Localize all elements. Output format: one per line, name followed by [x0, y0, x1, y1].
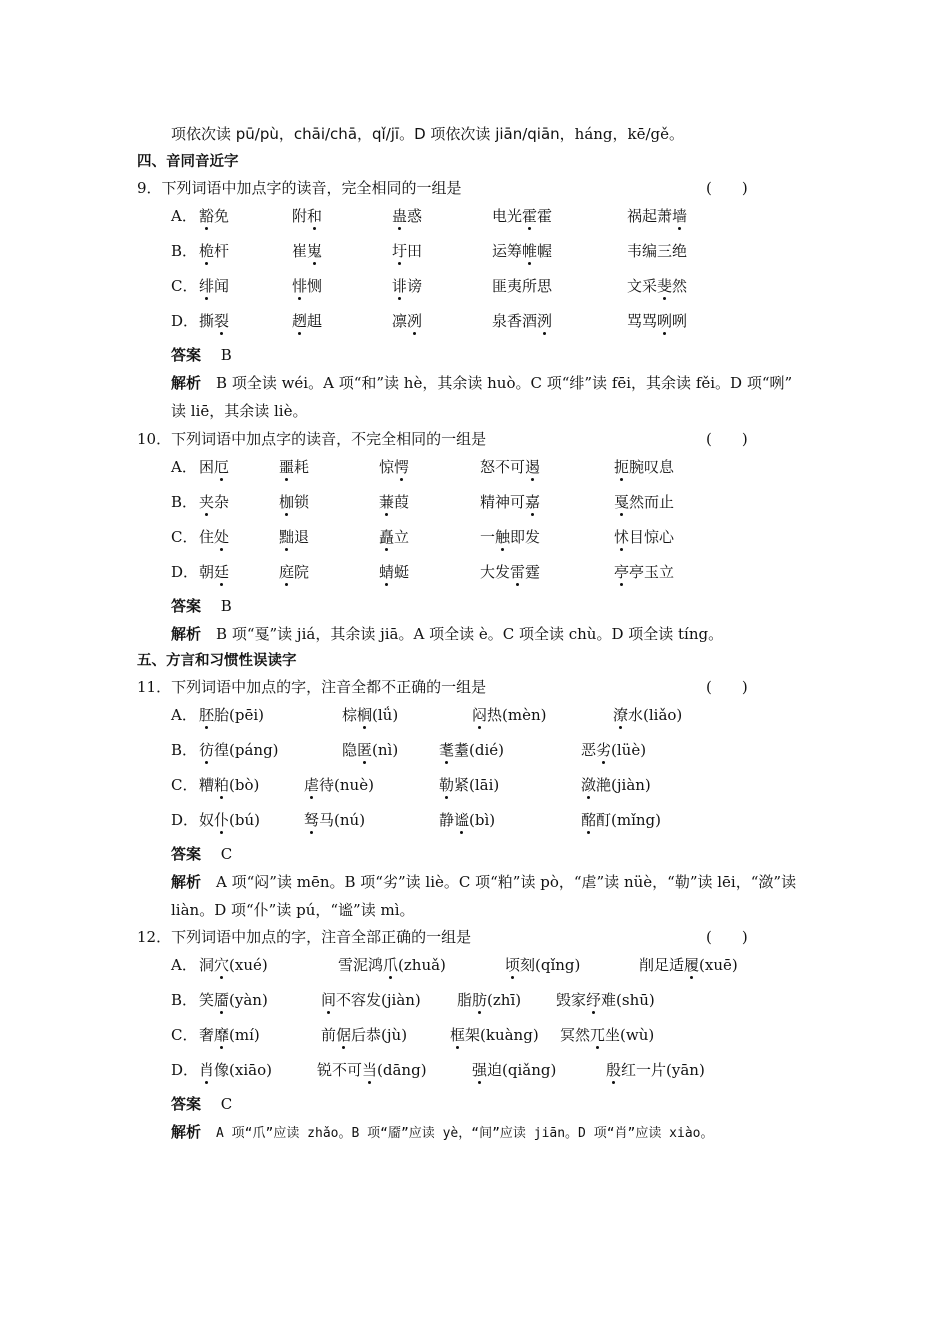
option-word — [614, 562, 674, 582]
option-word — [439, 775, 499, 795]
word-part: 田 — [407, 242, 423, 260]
dotted-char: 戛 — [614, 493, 630, 511]
word-part: 匪夷所思 — [492, 277, 553, 295]
dotted-char: 履 — [684, 956, 700, 974]
word-part: 刻(qǐng) — [520, 956, 581, 974]
dotted-char: 靥 — [214, 991, 230, 1009]
analysis-line: 解析 A 项“闷”读 mēn。B 项“劣”读 liè。C 项“粕”读 pò，“虐”读 nüè，“勒”读 lēi，“潋”读 — [171, 873, 797, 891]
word-part: (bì) — [469, 811, 496, 829]
dotted-char: 诽 — [392, 277, 408, 295]
answer-line: 答案 B — [171, 346, 232, 364]
option-word — [199, 311, 229, 331]
word-part: 亭玉立 — [629, 563, 675, 581]
dotted-char: 遏 — [525, 458, 541, 476]
word-part: 韦编三绝 — [627, 242, 688, 260]
word-part: 杂 — [214, 493, 230, 511]
section-heading: 五、方言和习惯性误读字 — [137, 653, 297, 669]
dotted-char: 斐 — [657, 277, 673, 295]
word-part: 前 — [321, 1026, 337, 1044]
option-word — [342, 705, 398, 725]
option-word — [614, 457, 674, 477]
option-word — [199, 492, 229, 512]
dotted-char: 厄 — [214, 458, 230, 476]
word-part: (yàn) — [229, 991, 268, 1009]
word-part: 然而止 — [629, 493, 675, 511]
continuation-line: 项依次读 pū/pù，chāi/chā，qǐ/jī。D 项依次读 jiān/qiān，háng，kē/gě。 — [171, 125, 685, 143]
dotted-char: 霍 — [522, 207, 538, 225]
option-word — [199, 241, 229, 261]
word-part: 滟(jiàn) — [596, 776, 651, 794]
dotted-char: 趔 — [292, 312, 308, 330]
analysis-line: 解析 B 项“戛”读 jiá，其余读 jiā。A 项全读 è。C 项全读 chù。D 项全读 tíng。 — [171, 625, 724, 643]
word-part: 奴 — [199, 811, 215, 829]
dotted-char: 夹 — [199, 493, 215, 511]
dotted-char: 帷 — [522, 242, 538, 260]
option-label: A． — [171, 207, 197, 225]
dotted-char: 处 — [214, 528, 230, 546]
dotted-char: 兀 — [590, 1026, 606, 1044]
option-word — [480, 527, 540, 547]
word-part: 糟 — [199, 776, 215, 794]
word-part: 迫(qiǎng) — [487, 1061, 557, 1079]
option-label: A． — [171, 706, 197, 724]
option-word — [292, 276, 322, 296]
option-label: A． — [171, 458, 197, 476]
word-part: 徨(páng) — [214, 741, 279, 759]
dotted-char: 雷 — [510, 563, 526, 581]
option-word — [292, 206, 322, 226]
dotted-char: 怵 — [614, 528, 630, 546]
word-part: (dāng) — [377, 1061, 427, 1079]
option-word — [279, 492, 309, 512]
option-word — [581, 810, 661, 830]
dotted-char: 框 — [450, 1026, 466, 1044]
option-word — [199, 457, 229, 477]
word-part: 雪泥鸿 — [338, 956, 384, 974]
word-part: 困 — [199, 458, 215, 476]
question-stem: 11．下列词语中加点的字，注音全都不正确的一组是 — [137, 678, 487, 696]
dotted-char: 扼 — [614, 458, 630, 476]
option-word — [472, 1060, 556, 1080]
word-part: 一 — [480, 528, 496, 546]
word-part: 文采 — [627, 277, 658, 295]
word-part: 精神可 — [480, 493, 526, 511]
word-part: 耋(dié) — [454, 741, 504, 759]
question-stem: 10．下列词语中加点字的读音，不完全相同的一组是 — [137, 430, 487, 448]
option-word — [505, 955, 580, 975]
option-word — [392, 206, 422, 226]
option-word — [472, 705, 546, 725]
word-part: 葭 — [394, 493, 410, 511]
word-part: 幄 — [537, 242, 553, 260]
word-part: (zhī) — [487, 991, 522, 1009]
option-word — [321, 1025, 407, 1045]
option-word — [304, 775, 374, 795]
word-part: 祸起萧 — [627, 207, 673, 225]
option-word — [342, 740, 398, 760]
dotted-char: 谧 — [454, 811, 470, 829]
dotted-char: 愕 — [394, 458, 410, 476]
dotted-char: 间 — [321, 991, 337, 1009]
option-label: D． — [171, 811, 199, 829]
option-word — [492, 206, 552, 226]
word-part: 架(kuàng) — [465, 1026, 539, 1044]
option-label: D． — [171, 312, 199, 330]
option-word — [613, 705, 682, 725]
word-part: 撕 — [199, 312, 215, 330]
option-word — [457, 990, 521, 1010]
word-part: (bò) — [229, 776, 260, 794]
word-part: 红一片(yān) — [621, 1061, 705, 1079]
option-word — [292, 311, 322, 331]
option-word — [581, 740, 646, 760]
question-stem: 9．下列词语中加点字的读音，完全相同的一组是 — [137, 179, 462, 197]
dotted-char: 洌 — [537, 312, 553, 330]
option-word — [480, 457, 540, 477]
word-part: 毁家 — [556, 991, 587, 1009]
word-part: 怒不可 — [480, 458, 526, 476]
word-part: 耗 — [294, 458, 310, 476]
option-word — [614, 492, 674, 512]
option-word — [560, 1025, 654, 1045]
dotted-char: 耄 — [439, 741, 455, 759]
dotted-char: 虐 — [304, 776, 320, 794]
word-part: 坐(wù) — [605, 1026, 655, 1044]
option-word — [199, 527, 229, 547]
dotted-char: 亭 — [614, 563, 630, 581]
option-word — [439, 740, 504, 760]
option-word — [279, 562, 309, 582]
dotted-char: 咧 — [657, 312, 673, 330]
word-part: 院 — [294, 563, 310, 581]
dotted-char: 胚 — [199, 706, 215, 724]
dotted-char: 驽 — [304, 811, 320, 829]
word-part: 闻 — [214, 277, 230, 295]
dotted-char: 强 — [472, 1061, 488, 1079]
dotted-char: 黜 — [279, 528, 295, 546]
dotted-char: 绯 — [199, 277, 215, 295]
dotted-char: 爪 — [383, 956, 399, 974]
option-word — [338, 955, 446, 975]
dotted-char: 当 — [362, 1061, 378, 1079]
dotted-char: 蒹 — [379, 493, 395, 511]
word-part: 大发 — [480, 563, 511, 581]
word-part: 马(nú) — [319, 811, 366, 829]
option-label: B． — [171, 741, 198, 759]
option-word — [321, 990, 421, 1010]
word-part: 削足适 — [639, 956, 685, 974]
dotted-char: 肪 — [472, 991, 488, 1009]
word-part: (lüè) — [611, 741, 647, 759]
word-part: (xuē) — [699, 956, 738, 974]
option-word — [392, 276, 422, 296]
dotted-char: 矗 — [379, 528, 395, 546]
dotted-char: 肖 — [199, 1061, 215, 1079]
word-part: 笑 — [199, 991, 215, 1009]
dotted-char: 庭 — [279, 563, 295, 581]
option-word — [581, 775, 651, 795]
option-word — [480, 492, 540, 512]
word-part: 谤 — [407, 277, 423, 295]
word-part: 运筹 — [492, 242, 523, 260]
option-word — [199, 740, 279, 760]
option-word — [392, 311, 422, 331]
word-part: 腕叹息 — [629, 458, 675, 476]
option-word — [556, 990, 655, 1010]
option-word — [439, 810, 495, 830]
word-part: (mí) — [229, 1026, 260, 1044]
dotted-char: 酩 — [581, 811, 597, 829]
option-word — [480, 562, 540, 582]
dotted-char: 触 — [495, 528, 511, 546]
answer-line: 答案 C — [171, 845, 233, 863]
dotted-char: 枷 — [279, 493, 295, 511]
dotted-char: 穴 — [214, 956, 230, 974]
word-part: 奢 — [199, 1026, 215, 1044]
dotted-char: 勒 — [439, 776, 455, 794]
analysis-line: 解析 A 项“爪”应读 zhǎo。B 项“靥”应读 yè，“间”应读 jiān。D 项“肖”应读 xiào。 — [171, 1123, 714, 1141]
option-word — [199, 1025, 260, 1045]
option-word — [379, 492, 409, 512]
dotted-char: 靡 — [214, 1026, 230, 1044]
dotted-char: 和 — [307, 207, 323, 225]
option-word — [199, 990, 268, 1010]
option-word — [199, 955, 268, 975]
word-part: 蜓 — [394, 563, 410, 581]
word-part: 即发 — [510, 528, 541, 546]
word-part: 热(mèn) — [487, 706, 547, 724]
analysis-line: liàn。D 项“仆”读 pú，“谧”读 mì。 — [171, 901, 415, 919]
option-word — [627, 206, 687, 226]
word-part: 待(nuè) — [319, 776, 374, 794]
option-word — [317, 1060, 427, 1080]
dotted-char: 廷 — [214, 563, 230, 581]
dotted-char: 桅 — [199, 242, 215, 260]
word-part: 后恭(jù) — [351, 1026, 408, 1044]
dotted-char: 劣 — [596, 741, 612, 759]
word-part: 崔 — [292, 242, 308, 260]
word-part: 住 — [199, 528, 215, 546]
word-part: 棕 — [342, 706, 358, 724]
analysis-line: 解析 B 项全读 wéi。A 项“和”读 hè，其余读 huò。C 项“绯”读 fēi，其余读 fěi。D 项“咧” — [171, 374, 793, 392]
answer-parentheses: ( ) — [706, 179, 748, 197]
word-part: 胎(pēi) — [214, 706, 264, 724]
option-label: A． — [171, 956, 197, 974]
dotted-char: 顷 — [505, 956, 521, 974]
dotted-char: 榈 — [357, 706, 373, 724]
dotted-char: 蜻 — [379, 563, 395, 581]
word-part: 骂骂 — [627, 312, 658, 330]
word-part: (zhuǎ) — [398, 956, 446, 974]
option-label: D． — [171, 563, 199, 581]
option-word — [606, 1060, 705, 1080]
word-part: 附 — [292, 207, 308, 225]
word-part: 像(xiāo) — [214, 1061, 272, 1079]
dotted-char: 悱 — [292, 277, 308, 295]
dotted-char: 纾 — [586, 991, 602, 1009]
word-part: 咧 — [672, 312, 688, 330]
option-word — [627, 241, 687, 261]
word-part: 退 — [294, 528, 310, 546]
option-word — [614, 527, 674, 547]
option-word — [492, 311, 552, 331]
option-word — [492, 241, 552, 261]
option-label: B． — [171, 242, 198, 260]
answer-line: 答案 B — [171, 597, 232, 615]
word-part: 电光 — [492, 207, 523, 225]
word-part: 不容发(jiàn) — [336, 991, 421, 1009]
word-part: 洞 — [199, 956, 215, 974]
option-label: C． — [171, 277, 198, 295]
word-part: 紧(lāi) — [454, 776, 500, 794]
section-heading: 四、音同音近字 — [137, 154, 239, 170]
word-part: 免 — [214, 207, 230, 225]
dotted-char: 殷 — [606, 1061, 622, 1079]
option-word — [639, 955, 738, 975]
dotted-char: 仆 — [214, 811, 230, 829]
word-part: (nì) — [372, 741, 399, 759]
word-part: (xué) — [229, 956, 268, 974]
option-label: C． — [171, 528, 198, 546]
word-part: 凛 — [392, 312, 408, 330]
dotted-char: 粕 — [214, 776, 230, 794]
dotted-char: 闷 — [472, 706, 488, 724]
answer-parentheses: ( ) — [706, 928, 748, 946]
word-part: (bú) — [229, 811, 260, 829]
word-part: 脂 — [457, 991, 473, 1009]
dotted-char: 蛊 — [392, 207, 408, 225]
word-part: 惑 — [407, 207, 423, 225]
analysis-line: 读 liē，其余读 liè。 — [171, 402, 308, 420]
option-word — [450, 1025, 539, 1045]
word-part: 酊(mǐng) — [596, 811, 662, 829]
word-part: 朝 — [199, 563, 215, 581]
word-part: 隐 — [342, 741, 358, 759]
word-part: (lǘ) — [372, 706, 399, 724]
word-part: 恻 — [307, 277, 323, 295]
option-word — [279, 527, 309, 547]
dotted-char: 墙 — [672, 207, 688, 225]
option-word — [379, 457, 409, 477]
word-part: 静 — [439, 811, 455, 829]
option-word — [304, 810, 365, 830]
option-label: C． — [171, 776, 198, 794]
option-word — [199, 562, 229, 582]
word-part: 杆 — [214, 242, 230, 260]
word-part: 冥然 — [560, 1026, 591, 1044]
option-label: D． — [171, 1061, 199, 1079]
option-word — [199, 206, 229, 226]
option-word — [392, 241, 422, 261]
dotted-char: 潦 — [613, 706, 629, 724]
answer-line: 答案 C — [171, 1095, 233, 1113]
option-word — [379, 562, 409, 582]
word-part: 然 — [672, 277, 688, 295]
dotted-char: 嘉 — [525, 493, 541, 511]
option-word — [627, 276, 687, 296]
dotted-char: 裂 — [214, 312, 230, 330]
dotted-char: 噩 — [279, 458, 295, 476]
question-stem: 12．下列词语中加点的字，注音全部正确的一组是 — [137, 928, 472, 946]
word-part: 泉香酒 — [492, 312, 538, 330]
option-word — [199, 276, 229, 296]
option-word — [492, 276, 552, 296]
option-word — [199, 705, 264, 725]
option-label: B． — [171, 991, 198, 1009]
dotted-char: 圩 — [392, 242, 408, 260]
answer-parentheses: ( ) — [706, 678, 748, 696]
word-part: 水(liǎo) — [628, 706, 683, 724]
word-part: 锐不可 — [317, 1061, 363, 1079]
answer-parentheses: ( ) — [706, 430, 748, 448]
option-word — [199, 775, 259, 795]
word-part: 立 — [394, 528, 410, 546]
option-word — [292, 241, 322, 261]
word-part: 恶 — [581, 741, 597, 759]
option-word — [199, 1060, 272, 1080]
word-part: 霆 — [525, 563, 541, 581]
word-part: 霍 — [537, 207, 553, 225]
dotted-char: 匿 — [357, 741, 373, 759]
dotted-char: 潋 — [581, 776, 597, 794]
word-part: 趄 — [307, 312, 323, 330]
dotted-char: 豁 — [199, 207, 215, 225]
word-part: 惊 — [379, 458, 395, 476]
word-part: 目惊心 — [629, 528, 675, 546]
dotted-char: 冽 — [407, 312, 423, 330]
dotted-char: 嵬 — [307, 242, 323, 260]
dotted-char: 倨 — [336, 1026, 352, 1044]
option-label: B． — [171, 493, 198, 511]
option-word — [279, 457, 309, 477]
option-word — [199, 810, 260, 830]
option-word — [627, 311, 687, 331]
dotted-char: 彷 — [199, 741, 215, 759]
word-part: 难(shū) — [601, 991, 655, 1009]
word-part: 锁 — [294, 493, 310, 511]
option-word — [379, 527, 409, 547]
option-label: C． — [171, 1026, 198, 1044]
